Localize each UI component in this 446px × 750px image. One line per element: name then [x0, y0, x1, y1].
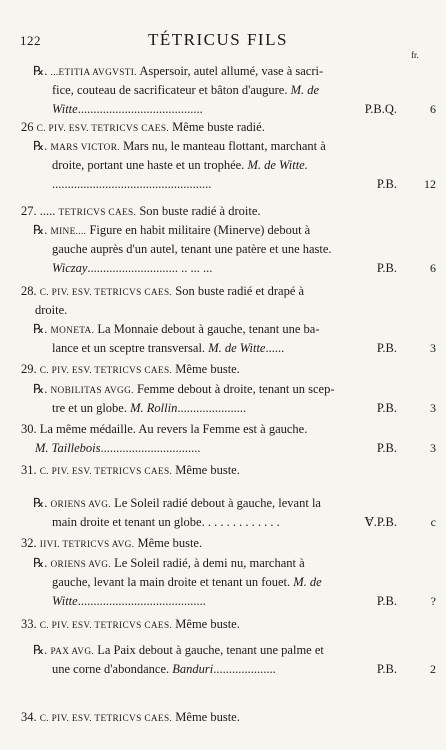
- collection-name: Banduri: [172, 662, 214, 676]
- text-run: ℞.: [33, 496, 51, 510]
- text-run: Le Soleil radié, à demi nu, marchant à: [110, 556, 305, 570]
- value-francs: 6: [430, 261, 436, 275]
- text-run: Même buste.: [172, 617, 240, 631]
- entry-line: [52, 573, 400, 592]
- value-francs: 3: [430, 401, 436, 415]
- text-run: ℞.: [33, 382, 51, 396]
- text-run: droite, portant une haste et un trophée.: [52, 158, 248, 172]
- entry-line: [52, 100, 330, 119]
- collection-name: M. de: [290, 83, 320, 97]
- entry-line: [33, 62, 400, 81]
- text-run: 28.: [21, 284, 40, 298]
- entry-line: [21, 708, 400, 727]
- metal-size-mark: P.B.: [376, 401, 397, 415]
- entry-line: [52, 660, 330, 679]
- value-column-label: fr.: [411, 50, 419, 60]
- text-run: ......................: [177, 401, 247, 415]
- text-run: 32.: [21, 536, 40, 550]
- text-run: ℞.: [33, 64, 51, 78]
- entry-line: [33, 641, 400, 660]
- text-run: 31.: [21, 463, 40, 477]
- text-run: ℞.: [33, 139, 51, 153]
- legend-inscription: C. PIV. ESV. TETRICVS CAES.: [36, 124, 170, 134]
- text-run: Figure en habit militaire (Minerve) debout à: [86, 223, 311, 237]
- entry-line: [52, 81, 400, 100]
- entry-line: [52, 175, 330, 194]
- metal-size-mark: P.B.: [376, 594, 397, 608]
- metal-size-mark: P.B.Q.: [364, 102, 397, 116]
- legend-inscription: TETRICVS CAES.: [58, 208, 137, 218]
- value-francs: 6: [430, 102, 436, 116]
- text-run: gauche, levant la main droite et tenant un fouet.: [52, 575, 294, 589]
- text-run: Femme debout à droite, tenant un scep-: [133, 382, 335, 396]
- metal-size-mark: P.B.: [376, 341, 397, 355]
- page-number: 122: [20, 33, 41, 48]
- text-run: ............................. .. ... ...: [87, 261, 213, 275]
- legend-inscription: PAX AVG.: [50, 647, 95, 657]
- legend-inscription: IIVI. TETRICVS AVG.: [39, 540, 135, 550]
- text-run: main droite et tenant un globe. . . . . . . . . . . . .: [52, 515, 280, 529]
- metal-size-mark: P.B.: [376, 177, 397, 191]
- text-run: ........................................: [77, 102, 203, 116]
- entry-line: [52, 339, 330, 358]
- text-run: Même buste radié.: [169, 120, 265, 134]
- entry-line: [33, 221, 400, 240]
- legend-inscription: C. PIV. ESV. TETRICVS CAES.: [39, 467, 173, 477]
- running-title: TÉTRICUS FILS: [148, 30, 288, 49]
- text-run: ℞.: [33, 643, 51, 657]
- text-run: 33.: [21, 617, 40, 631]
- text-run: 30. La même médaille. Au revers la Femme est à gauche.: [21, 422, 308, 436]
- text-run: Mars nu, le manteau flottant, marchant à: [119, 139, 326, 153]
- text-run: gauche auprès d'un autel, tenant une patère et une haste.: [52, 242, 332, 256]
- collection-name: M. Taillebois: [35, 441, 101, 455]
- entry-line: [21, 118, 400, 137]
- entry-line: [21, 282, 400, 301]
- collection-name: M. Rollin: [130, 401, 178, 415]
- metal-size-mark: P.B.: [376, 662, 397, 676]
- collection-name: Witte: [52, 102, 78, 116]
- entry-line: [52, 240, 400, 259]
- entry-line: [52, 592, 330, 611]
- entry-line: [33, 494, 400, 513]
- collection-name: M. de: [293, 575, 322, 589]
- legend-inscription: MONETA.: [50, 326, 95, 336]
- text-run: ................................: [100, 441, 201, 455]
- text-run: ℞.: [33, 556, 51, 570]
- value-francs: 12: [424, 177, 436, 191]
- legend-inscription: C. PIV. ESV. TETRICVS CAES.: [39, 288, 173, 298]
- text-run: .........................................: [77, 594, 206, 608]
- text-run: ℞.: [33, 322, 51, 336]
- text-run: La Paix debout à gauche, tenant une palme et: [94, 643, 324, 657]
- text-run: Le Soleil radié debout à gauche, levant la: [110, 496, 321, 510]
- text-run: 34.: [21, 710, 40, 724]
- legend-inscription: ...ETITIA AVGVSTI.: [50, 68, 137, 78]
- text-run: Même buste.: [172, 710, 240, 724]
- legend-inscription: NOBILITAS AVGG.: [50, 386, 134, 396]
- legend-inscription: C. PIV. ESV. TETRICVS CAES.: [39, 714, 173, 724]
- text-run: 29.: [21, 362, 40, 376]
- legend-inscription: MARS VICTOR.: [50, 143, 120, 153]
- text-run: ....................: [213, 662, 276, 676]
- value-francs: 3: [430, 341, 436, 355]
- entry-line: [21, 360, 400, 379]
- value-francs: ?: [430, 594, 436, 608]
- text-run: tre et un globe.: [52, 401, 131, 415]
- text-run: fice, couteau de sacrificateur et bâton d'augure.: [52, 83, 291, 97]
- entry-line: [52, 513, 330, 532]
- text-run: droite.: [35, 303, 68, 317]
- entry-line: [33, 320, 400, 339]
- legend-inscription: C. PIV. ESV. TETRICVS CAES.: [39, 366, 173, 376]
- value-francs: 2: [430, 662, 436, 676]
- text-run: Son buste radié et drapé à: [172, 284, 305, 298]
- text-run: ℞.: [33, 223, 51, 237]
- text-run: Même buste.: [172, 463, 240, 477]
- entry-line: [33, 380, 400, 399]
- collection-name: Witte: [52, 594, 78, 608]
- entry-line: [35, 301, 400, 320]
- metal-size-mark: P.B.: [376, 261, 397, 275]
- text-run: ...................................................: [52, 177, 212, 191]
- value-francs: 3: [430, 441, 436, 455]
- metal-size-mark: Ɐ.P.B.: [364, 515, 397, 529]
- entry-line: [52, 399, 330, 418]
- entry-line: [52, 156, 400, 175]
- entry-line: [21, 202, 400, 221]
- entry-line: [21, 461, 400, 480]
- entry-line: [33, 554, 400, 573]
- legend-inscription: MINE....: [50, 227, 87, 237]
- collection-name: M. de Witte.: [247, 158, 308, 172]
- text-run: 27. .....: [21, 204, 59, 218]
- metal-size-mark: P.B.: [376, 441, 397, 455]
- text-run: lance et un sceptre transversal.: [52, 341, 209, 355]
- text-run: Même buste.: [134, 536, 203, 550]
- text-run: Son buste radié à droite.: [136, 204, 261, 218]
- legend-inscription: ORIENS AVG.: [50, 560, 111, 570]
- legend-inscription: C. PIV. ESV. TETRICVS CAES.: [39, 621, 173, 631]
- value-francs: c: [430, 515, 436, 529]
- text-run: Aspersoir, autel allumé, vase à sacri-: [136, 64, 324, 78]
- entry-line: [52, 259, 330, 278]
- collection-name: Wiczay: [52, 261, 88, 275]
- entry-line: [33, 137, 400, 156]
- legend-inscription: ORIENS AVG.: [50, 500, 111, 510]
- collection-name: M. de Witte: [208, 341, 266, 355]
- text-run: La Monnaie debout à gauche, tenant une ba-: [94, 322, 320, 336]
- entry-line: [21, 534, 400, 553]
- text-run: une corne d'abondance.: [52, 662, 173, 676]
- text-run: ......: [265, 341, 285, 355]
- entry-line: [35, 439, 330, 458]
- text-run: Même buste.: [172, 362, 240, 376]
- entry-line: [21, 420, 400, 439]
- entry-line: [21, 615, 400, 634]
- text-run: 26: [21, 120, 37, 134]
